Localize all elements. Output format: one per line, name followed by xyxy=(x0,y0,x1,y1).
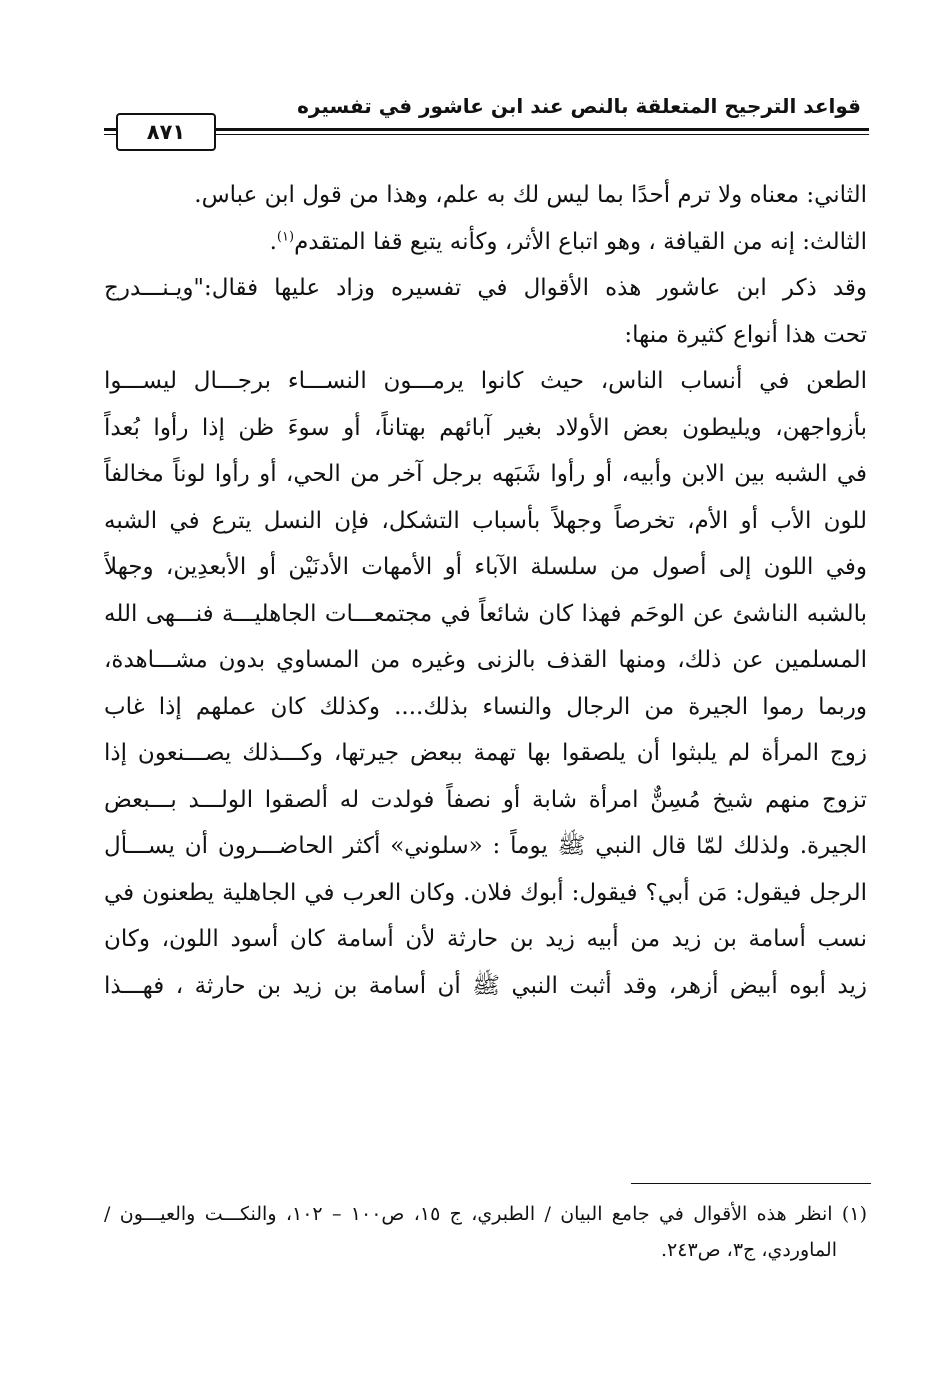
footnote-line: (١) انظر هذه الأقوال في جامع البيان / الطبري، ج ١٥، ص١٠٠ – ١٠٢، والنكـــت والعيـــون / xyxy=(104,1203,867,1225)
header-rule-thick xyxy=(104,128,869,131)
page-number: ٨٧١ xyxy=(116,113,216,151)
text-line: وربما رموا الجيرة من الرجال والنساء بذلك.... وكذلك كان عملهم إذا غاب xyxy=(104,693,867,720)
header-rule-thin xyxy=(104,134,869,135)
footnote-separator xyxy=(631,1183,871,1184)
text-line: الجيرة. ولذلك لمّا قال النبي ﷺ يوماً : «سلوني» أكثر الحاضـــرون أن يســـأل xyxy=(104,833,867,859)
main-text xyxy=(104,172,867,1009)
text-line: للون الأب أو الأم، تخرصاً وجهلاً بأسباب التشكل، فإن النسل يترع في الشبه xyxy=(104,507,867,534)
footnote-ref: (١) xyxy=(276,228,295,244)
text-line: بالشبه الناشئ عن الوحَم فهذا كان شائعاً في مجتمعـــات الجاهليـــة فنـــهى الله xyxy=(104,600,867,627)
text-line: تزوج منهم شيخ مُسِنٌّ امرأة شابة أو نصفاً فولدت له ألصقوا الولـــد بـــبعض xyxy=(104,786,867,813)
page-header xyxy=(0,0,941,160)
text-line: زيد أبوه أبيض أزهر، وقد أثبت النبي ﷺ أن أسامة بن زيد بن حارثة ، فهـــذا xyxy=(104,972,867,999)
text-line: الثاني: معناه ولا ترم أحدًا بما ليس لك به علم، وهذا من قول ابن عباس. xyxy=(194,182,867,208)
running-title: قواعد الترجيح المتعلقة بالنص عند ابن عاشور في تفسيره xyxy=(297,94,861,118)
text-line: وقد ذكر ابن عاشور هذه الأقوال في تفسيره وزاد عليها فقال:"ويـنـــدرج xyxy=(104,275,867,301)
footnotes xyxy=(104,1196,867,1268)
text-line: وفي اللون إلى أصول من سلسلة الآباء أو الأمهات الأدنَيْن أو الأبعدِين، وجهلاً xyxy=(104,554,867,580)
text-line: المسلمين عن ذلك، ومنها القذف بالزنى وغيره من المساوي بدون مشـــاهدة، xyxy=(104,647,867,673)
text-line-main: الثالث: إنه من القيافة ، وهو اتباع الأثر، وكأنه يتبع قفا المتقدم xyxy=(294,228,867,255)
text-line: الطعن في أنساب الناس، حيث كانوا يرمـــون النســـاء برجـــال ليســـوا xyxy=(104,368,867,394)
text-line: في الشبه بين الابن وأبيه، أو رأوا شَبَهه برجل آخر من الحي، أو رأوا لوناً مخالفاً xyxy=(104,461,867,487)
text-line: زوج المرأة لم يلبثوا أن يلصقوا بها تهمة ببعض جيرتها، وكـــذلك يصـــنعون إذا xyxy=(104,740,867,766)
text-line xyxy=(104,219,867,266)
text-line-end: . xyxy=(269,228,277,255)
text-line: نسب أسامة بن زيد من أبيه زيد بن حارثة لأن أسامة كان أسود اللون، وكان xyxy=(104,926,867,952)
text-line: تحت هذا أنواع كثيرة منها: xyxy=(624,321,867,348)
text-line: بأزواجهن، ويليطون بعض الأولاد بغير آبائهم بهتاناً، أو سوءَ ظن إذا رأوا بُعداً xyxy=(104,414,867,441)
text-line: الرجل فيقول: مَن أبي؟ فيقول: أبوك فلان. وكان العرب في الجاهلية يطعنون في xyxy=(104,879,867,906)
footnote-line: الماوردي، ج٣، ص٢٤٣. xyxy=(660,1239,837,1261)
